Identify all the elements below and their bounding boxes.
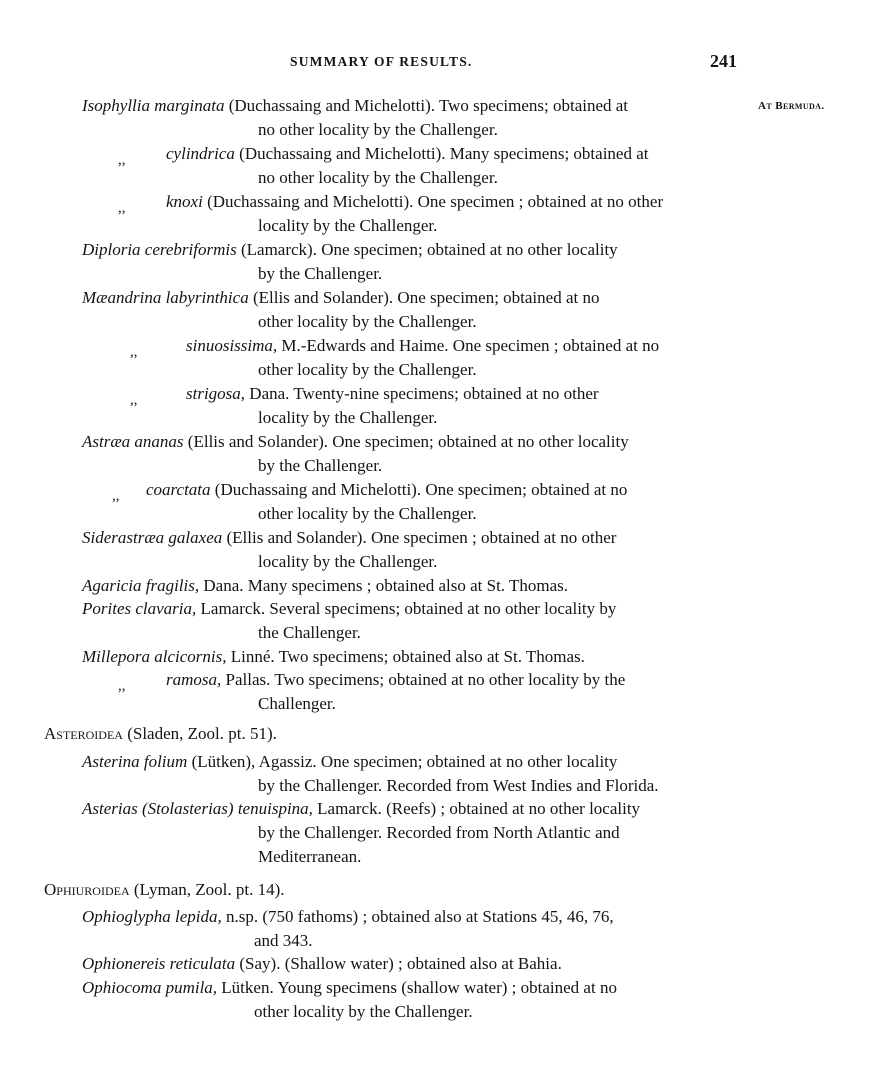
ditto-mark: ,, [112,488,120,504]
entry-continuation: the Challenger. [258,623,361,642]
species-name: ramosa, [166,670,222,689]
entry-text: Dana. Many specimens ; obtained also at St. Thomas. [203,576,569,595]
species-name: Ophionereis reticulata [82,954,236,973]
entry-text: (Ellis and Solander). One specimen ; obtained at no other [226,528,617,547]
entry-text: (Ellis and Solander). One specimen; obtained at no [252,288,600,307]
ditto-mark: ,, [130,344,138,360]
species-name: Astræa ananas [82,432,184,451]
entry-continuation: no other locality by the Challenger. [258,120,498,139]
entry-text: (Duchassaing and Michelotti). One specimen ; obtained at no other [207,192,664,211]
entry-text: (Say). (Shallow water) ; obtained also at Bahia. [239,954,562,973]
entry-text: (Ellis and Solander). One specimen; obtained at no other locality [187,432,629,451]
species-name: Mæandrina labyrinthica [82,288,249,307]
entry-continuation: Mediterranean. [258,847,362,866]
entry-continuation: by the Challenger. Recorded from West Indies and Florida. [258,776,659,795]
ditto-mark: ,, [130,392,138,408]
entry-continuation: no other locality by the Challenger. [258,168,498,187]
entry-text: Lamarck. (Reefs) ; obtained at no other locality [317,799,641,818]
species-name: Asterina folium [82,752,188,771]
page-number: 241 [710,51,737,71]
entry-continuation: other locality by the Challenger. [258,312,477,331]
entry-continuation: Challenger. [258,694,336,713]
species-name: Agaricia fragilis, [82,576,200,595]
species-name: Ophiocoma pumila, [82,978,218,997]
species-name: Siderastræa galaxea [82,528,223,547]
section-heading-ophiuroidea [44,880,284,900]
section-reference: (Lyman, Zool. pt. 14). [133,880,285,899]
entry-continuation: locality by the Challenger. [258,216,438,235]
margin-note: At Bermuda. [758,100,825,112]
entry-continuation: other locality by the Challenger. [254,1002,473,1021]
species-name: Diploria cerebriformis [82,240,237,259]
ditto-mark: ,, [118,152,126,168]
entry-continuation: by the Challenger. Recorded from North Atlantic and [258,823,620,842]
entry-continuation: by the Challenger. [258,456,383,475]
entry-text: Lütken. Young specimens (shallow water) ; obtained at no [221,978,617,997]
running-header: SUMMARY OF RESULTS. [290,54,473,69]
species-name: cylindrica [166,144,235,163]
entry-text: (Duchassaing and Michelotti). Two specimens; obtained at [228,96,629,115]
entry-text: (Lütken), Agassiz. One specimen; obtained at no other locality [191,752,618,771]
species-name: Porites clavaria, [82,599,197,618]
ditto-mark: ,, [118,678,126,694]
entry-text: Lamarck. Several specimens; obtained at no other locality by [200,599,617,618]
section-heading-asteroidea [44,724,277,744]
entry-text: Pallas. Two specimens; obtained at no other locality by the [225,670,626,689]
section-reference: (Sladen, Zool. pt. 51). [127,724,277,743]
entry-continuation: other locality by the Challenger. [258,360,477,379]
species-name: sinuosissima, [186,336,278,355]
ditto-mark: ,, [118,200,126,216]
species-name: Millepora alcicornis, [82,647,227,666]
entry-continuation: other locality by the Challenger. [258,504,477,523]
species-name: Asterias (Stolasterias) tenuispina, [82,799,313,818]
section-title: Ophiuroidea [44,880,130,899]
species-name: Isophyllia marginata [82,96,225,115]
entry-text: n.sp. (750 fathoms) ; obtained also at Stations 45, 46, 76, [226,907,614,926]
section-title: Asteroidea [44,724,123,743]
entry-continuation: by the Challenger. [258,264,383,283]
species-name: coarctata [146,480,211,499]
entry-continuation: locality by the Challenger. [258,552,438,571]
species-name: strigosa, [186,384,246,403]
species-name: Ophioglypha lepida, [82,907,222,926]
entry-text: Linné. Two specimens; obtained also at St. Thomas. [230,647,585,666]
entry-text: M.-Edwards and Haime. One specimen ; obtained at no [281,336,660,355]
entry-text: (Duchassaing and Michelotti). Many specimens; obtained at [239,144,649,163]
entry-continuation: and 343. [254,931,313,950]
species-name: knoxi [166,192,203,211]
entry-text: (Duchassaing and Michelotti). One specimen; obtained at no [214,480,628,499]
entry-text: Dana. Twenty-nine specimens; obtained at no other [249,384,599,403]
entry-text: (Lamarck). One specimen; obtained at no other locality [240,240,618,259]
entry-continuation: locality by the Challenger. [258,408,438,427]
